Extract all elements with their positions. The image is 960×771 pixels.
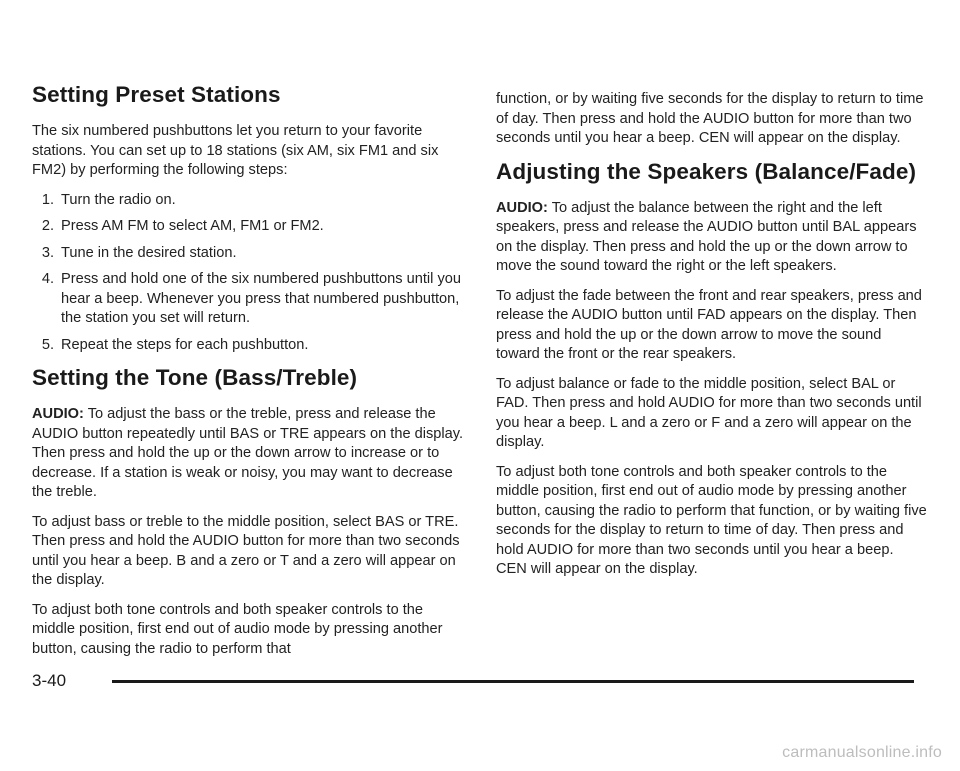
preset-stations-heading: Setting Preset Stations	[32, 82, 281, 107]
list-item	[32, 191, 464, 211]
speakers-paragraph-2: To adjust the fade between the front and rear speakers, press and release the AUDIO button until FAD appears on the display. Then press and hold the up or the down arrow to move the sound toward the front or the rear speakers.	[496, 287, 922, 362]
tone-paragraph-1-text: To adjust the bass or the treble, press and release the AUDIO button repeatedly until BAS or TRE appears on the display. Then press and hold the up or the down arrow to increase or to decrease. If a station is weak or noisy, you may want to decrease the treble.	[32, 406, 464, 500]
tone-paragraph-3: To adjust both tone controls and both speaker controls to the middle position, first end out of audio mode by pressing another button, causing the radio to perform that	[32, 601, 443, 657]
list-item	[32, 217, 464, 237]
step-number: 3.	[41, 244, 54, 261]
tone-paragraph-1	[32, 405, 464, 503]
left-column	[32, 82, 464, 669]
step-text: Press and hold one of the six numbered pushbuttons until you hear a beep. Whenever you press that numbered pushbutton, the station you set will return.	[61, 271, 461, 326]
list-item	[32, 336, 464, 356]
speakers-paragraph-1	[496, 199, 928, 277]
list-item	[32, 244, 464, 264]
preset-steps-list	[32, 191, 464, 356]
tone-heading: Setting the Tone (Bass/Treble)	[32, 365, 358, 390]
footer-divider	[112, 680, 914, 683]
speakers-paragraph-1-text: To adjust the balance between the right and the left speakers, press and release the AUDIO button until BAL appears on the display. Then press and hold the up or the down arrow to move the sound toward the right or the left speakers.	[496, 199, 917, 274]
right-column	[496, 90, 928, 590]
watermark-text: carmanualsonline.info	[782, 744, 942, 761]
continued-paragraph: function, or by waiting five seconds for the display to return to time of day. Then press and hold the AUDIO button for more than two seconds until you hear a beep. CEN will appear on the display.	[496, 91, 924, 146]
step-text: Turn the radio on.	[61, 191, 176, 208]
step-number: 5.	[41, 336, 54, 353]
speakers-paragraph-3: To adjust balance or fade to the middle position, select BAL or FAD. Then press and hold AUDIO for more than two seconds until you hear a beep. L and a zero or F and a zero will appear on the display.	[496, 375, 922, 450]
preset-intro-paragraph: The six numbered pushbuttons let you return to your favorite stations. You can set up to 18 stations (six AM, six FM1 and six FM2) by performing the following steps:	[32, 123, 439, 178]
step-text: Repeat the steps for each pushbutton.	[61, 336, 309, 353]
step-number: 1.	[41, 191, 54, 208]
page-number: 3-40	[32, 671, 67, 690]
audio-label: AUDIO:	[496, 199, 548, 216]
list-item	[32, 270, 464, 329]
speakers-paragraph-4: To adjust both tone controls and both speaker controls to the middle position, first end out of audio mode by pressing another button, causing the radio to perform that function, or by waiting five seconds for the display to return to time of day. Then press and hold AUDIO for more than two seconds until you hear a beep. CEN will appear on the display.	[496, 463, 927, 577]
audio-label: AUDIO:	[32, 406, 84, 422]
step-number: 2.	[41, 218, 54, 234]
step-text: Tune in the desired station.	[61, 244, 237, 261]
tone-paragraph-2: To adjust bass or treble to the middle position, select BAS or TRE. Then press and hold the AUDIO button for more than two seconds until you hear a beep. B and a zero or T and a zero will appear on the display.	[32, 513, 460, 588]
step-text: Press AM FM to select AM, FM1 or FM2.	[61, 218, 324, 234]
step-number: 4.	[41, 271, 54, 287]
speakers-heading: Adjusting the Speakers (Balance/Fade)	[496, 158, 917, 184]
